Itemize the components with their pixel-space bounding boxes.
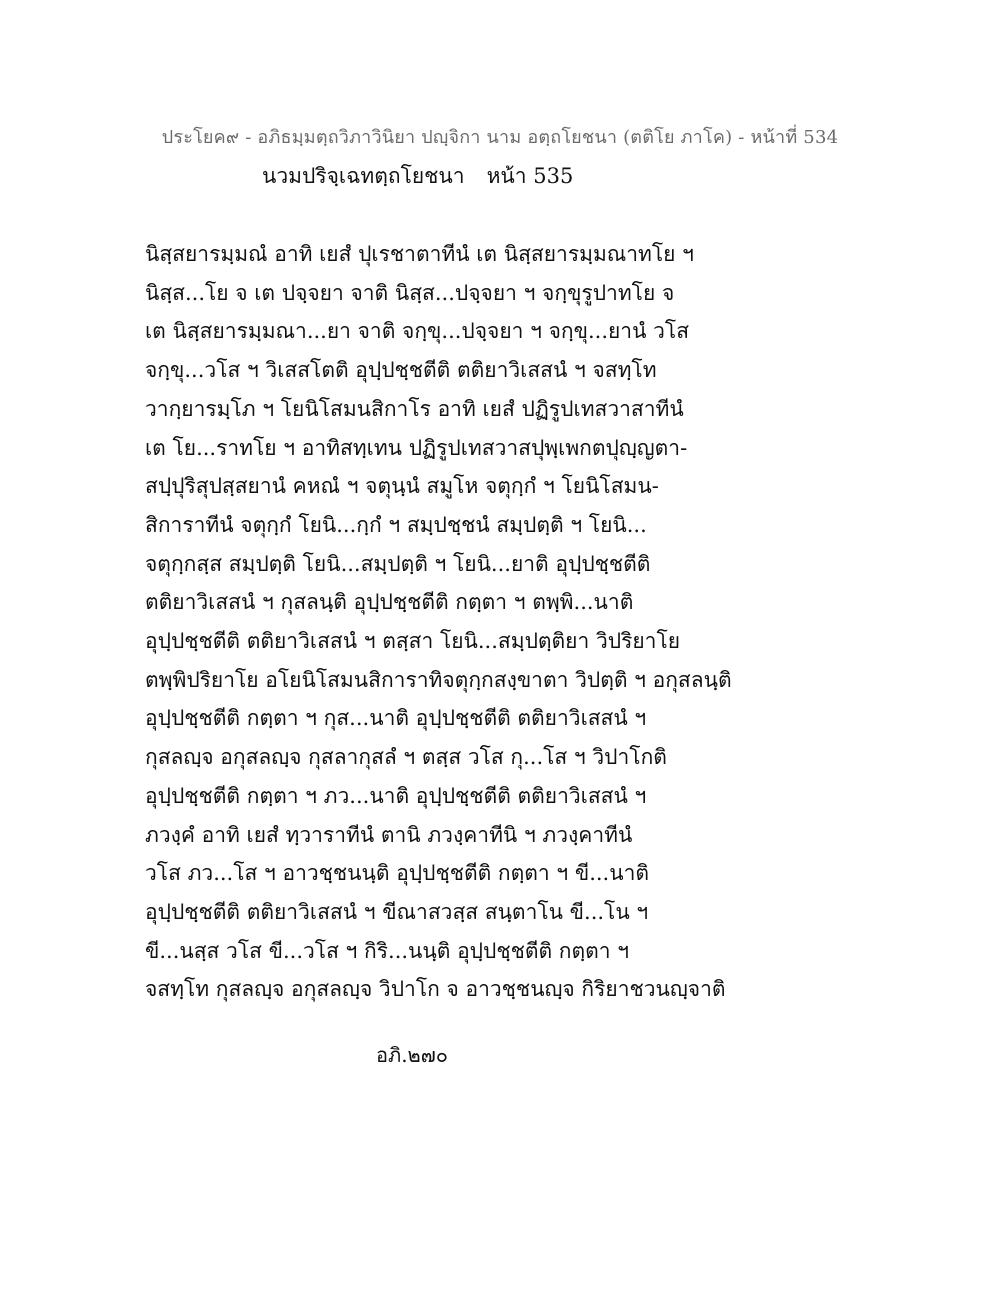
page-footer-mark: อภิ.๒๗๐ <box>376 1043 448 1067</box>
text-line: วโส ภว...โส ฯ อาวชฺชนนฺติ อุปฺปชฺชตีติ กตฺตา ฯ ขี...นาติ <box>145 861 650 886</box>
body-text <box>145 235 732 1009</box>
section-title <box>262 160 573 193</box>
section-page-ref: หน้า 535 <box>486 164 574 188</box>
text-line: สิการาทีนํ จตุกฺกํ โยนิ...กฺกํ ฯ สมฺปชฺชนํ สมฺปตฺติ ฯ โยนิ... <box>145 512 647 537</box>
text-line: อุปฺปชฺชตีติ ตติยาวิเสสนํ ฯ ตสฺสา โยนิ...สมฺปตฺติยา วิปริยาโย <box>145 629 681 654</box>
text-line: นิสฺส...โย จ เต ปจฺจยา จาติ นิสฺส...ปจฺจยา ฯ จกฺขุรูปาทโย จ <box>145 280 675 305</box>
text-line: วากฺยารมฺโภ ฯ โยนิโสมนสิกาโร อาทิ เยสํ ปฏิรูปเทสวาสาทีนํ <box>145 396 684 421</box>
text-line: ภวงฺคํ อาทิ เยสํ ทฺวาราทีนํ ตานิ ภวงฺคาทีนิ ฯ ภวงฺคาทีนํ <box>145 822 633 847</box>
text-line: จกฺขุ...วโส ฯ วิเสสโตติ อุปฺปชฺชตีติ ตติยาวิเสสนํ ฯ จสทฺโท <box>145 358 657 383</box>
text-line: เต โย...ราทโย ฯ อาทิสทฺเทน ปฏิรูปเทสวาสปุพฺเพกตปุญฺญตา- <box>145 435 688 460</box>
running-header: ประโยค๙ - อภิธมฺมตฺถวิภาวินิยา ปญฺจิกา นาม อตฺถโยชนา (ตติโย ภาโค) - หน้าที่ 534 <box>161 127 839 148</box>
text-line: จตุกฺกสฺส สมฺปตฺติ โยนิ...สมฺปตฺติ ฯ โยนิ...ยาติ อุปฺปชฺชตีติ <box>145 551 651 576</box>
text-line: อุปฺปชฺชตีติ ตติยาวิเสสนํ ฯ ขีณาสวสฺส สนฺตาโน ขี...โน ฯ <box>145 899 649 924</box>
section-title-text: นวมปริจฺเฉทตฺถโยชนา <box>262 164 465 188</box>
text-line: ขี...นสฺส วโส ขี...วโส ฯ กิริ...นนฺติ อุปฺปชฺชตีติ กตฺตา ฯ <box>145 938 630 963</box>
text-line: สปฺปุริสุปสฺสยานํ คหณํ ฯ จตุนฺนํ สมูโห จตุกฺกํ ฯ โยนิโสมน- <box>145 474 659 499</box>
text-line: นิสฺสยารมฺมณํ อาทิ เยสํ ปุเรชาตาทีนํ เต นิสฺสยารมฺมณาทโย ฯ <box>145 242 694 266</box>
text-line: อุปฺปชฺชตีติ กตฺตา ฯ กุส...นาติ อุปฺปชฺชตีติ ตติยาวิเสสนํ ฯ <box>145 706 647 731</box>
text-line: อุปฺปชฺชตีติ กตฺตา ฯ ภว...นาติ อุปฺปชฺชตีติ ตติยาวิเสสนํ ฯ <box>145 783 647 808</box>
text-line: ตติยาวิเสสนํ ฯ กุสลนฺติ อุปฺปชฺชตีติ กตฺตา ฯ ตพฺพิ...นาติ <box>145 590 634 615</box>
text-line: ตพฺพิปริยาโย อโยนิโสมนสิการาทิจตุกฺกสงฺขาตา วิปตฺติ ฯ อกุสลนฺติ <box>145 667 732 692</box>
text-line: จสทฺโท กุสลญฺจ อกุสลญฺจ วิปาโก จ อาวชฺชนญฺจ กิริยาชวนญฺจาติ <box>145 977 726 1002</box>
text-line: เต นิสฺสยารมฺมณา...ยา จาติ จกฺขุ...ปจฺจยา ฯ จกฺขุ...ยานํ วโส <box>145 319 690 344</box>
text-line: กุสลญฺจ อกุสลญฺจ กุสลากุสลํ ฯ ตสฺส วโส กุ...โส ฯ วิปาโกติ <box>145 745 667 770</box>
